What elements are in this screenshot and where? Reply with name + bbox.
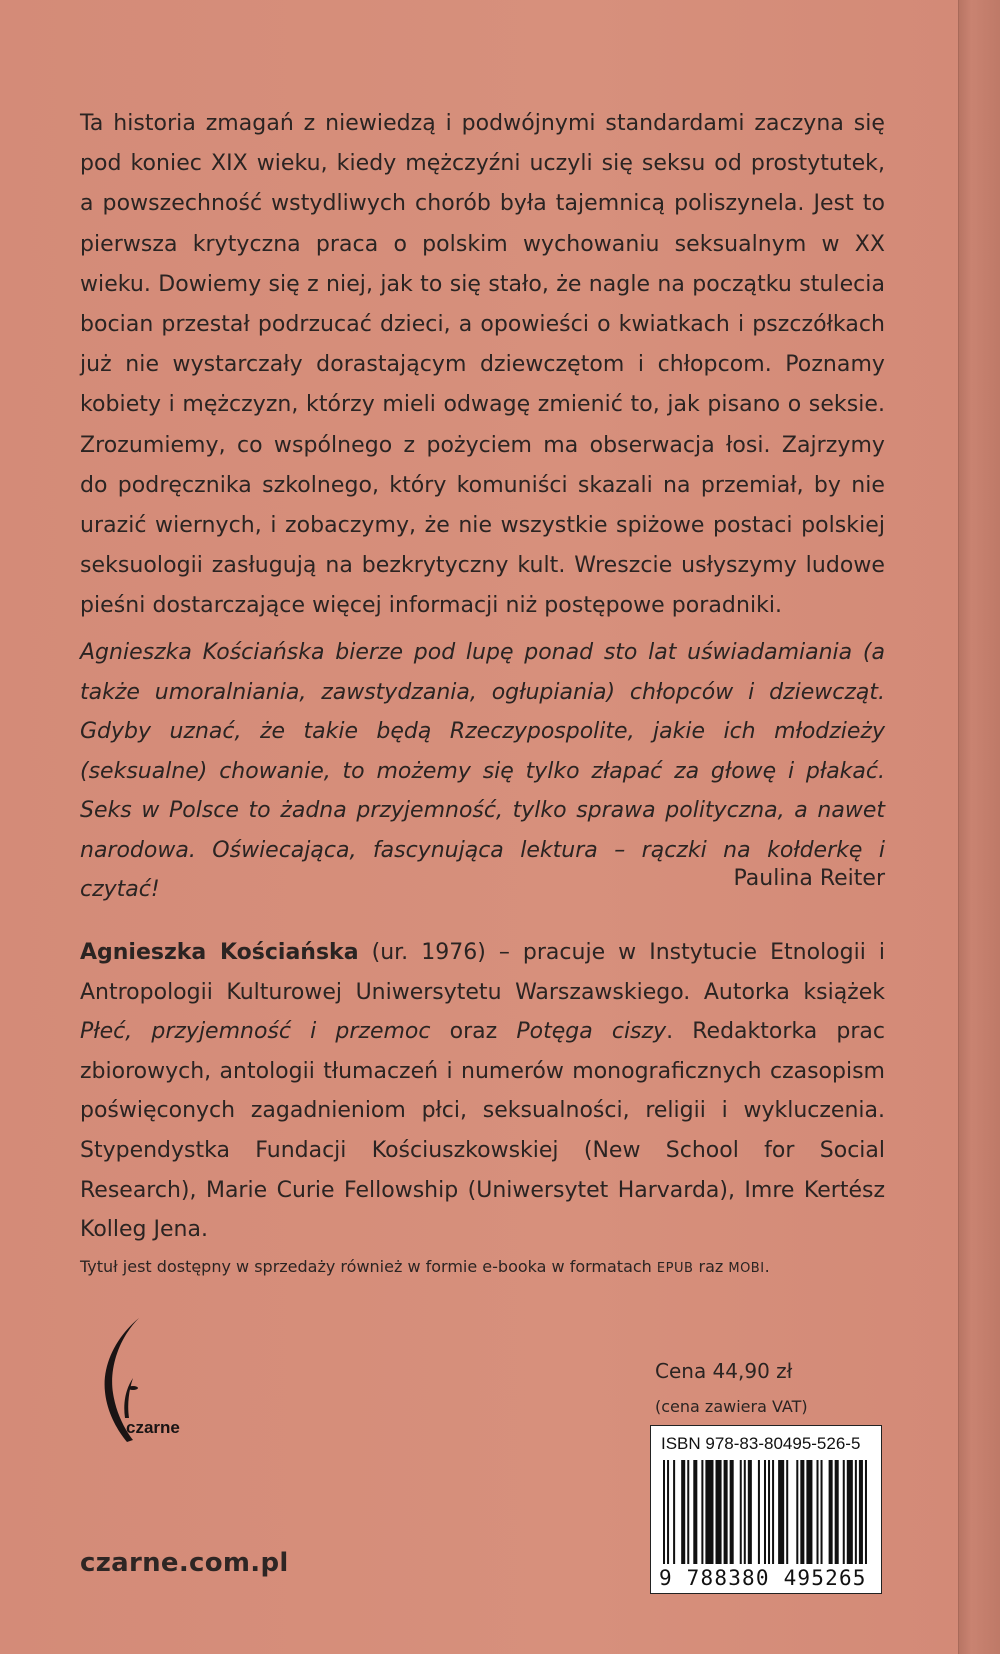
barcode-bar-12 xyxy=(744,1460,746,1564)
ebook-middle: raz xyxy=(693,1257,729,1276)
barcode-bar-11 xyxy=(740,1460,742,1564)
barcode-bar-4 xyxy=(687,1460,689,1564)
price-vat-note: (cena zawiera VAT) xyxy=(655,1397,808,1416)
barcode-bar-29 xyxy=(855,1460,857,1564)
bio-text-1: (ur. 1976) – pracuje w Instytucie Etnologii i Antropologii Kulturowej Uniwersytetu Warszawskiego. Autorka książek xyxy=(80,940,886,1005)
barcode-bar-2 xyxy=(673,1460,675,1564)
bio-text-3: . Redaktorka prac zbiorowych, antologii tłumaczeń i numerów monograficznych czasopism poświęconych zagadnieniom płci, seksualności, religii i wykluczenia. Stypendystka Fundacji Kościuszkowskiej (New School for Social Research), Marie Curie Fellowship (Uniwersytet Harvarda), Imre Kertész Kolleg Jena. xyxy=(80,1019,885,1243)
review-quote: Agnieszka Kościańska bierze pod lupę ponad sto lat uświadamiania (a także umoralniania, zawstydzania, ogłupiania) chłopców i dziewcząt. Gdyby uznać, że takie będą Rzeczypospolite, jakie ich młodzieży (seksualne) chowanie, to możemy się tylko złapać za głowę i płakać. Seks w Polsce to żadna przyjemność, tylko sprawa polityczna, a nawet narodowa. Oświecająca, fascynująca lektura – rączki na kołderkę i czytać! xyxy=(80,640,885,902)
barcode-bar-31 xyxy=(865,1460,867,1564)
barcode-bar-28 xyxy=(847,1460,853,1564)
barcode-bar-15 xyxy=(764,1460,766,1564)
barcode-bar-20 xyxy=(796,1460,798,1564)
barcode-bar-7 xyxy=(705,1460,713,1564)
barcode-bar-26 xyxy=(835,1460,839,1564)
isbn-label: ISBN 978-83-80495-526-5 xyxy=(661,1434,861,1453)
price-label: Cena 44,90 zł xyxy=(655,1359,793,1383)
barcode-bar-9 xyxy=(724,1460,728,1564)
barcode-bar-13 xyxy=(748,1460,752,1564)
barcode-bar-3 xyxy=(681,1460,685,1564)
barcode xyxy=(650,1425,882,1594)
barcode-bar-10 xyxy=(730,1460,734,1564)
barcode-bar-22 xyxy=(806,1460,812,1564)
author-bio xyxy=(80,933,885,1250)
ebook-format-mobi: MOBI xyxy=(728,1261,765,1276)
barcode-bar-16 xyxy=(768,1460,770,1564)
barcode-bar-21 xyxy=(800,1460,804,1564)
barcode-bar-14 xyxy=(758,1460,760,1564)
barcode-bar-6 xyxy=(701,1460,703,1564)
barcode-bar-19 xyxy=(786,1460,788,1564)
author-name: Agnieszka Kościańska xyxy=(80,940,359,965)
barcode-bar-5 xyxy=(693,1460,697,1564)
barcode-bars xyxy=(663,1460,869,1564)
ebook-format-epub: EPUB xyxy=(656,1261,694,1276)
ebook-end: . xyxy=(764,1257,770,1276)
publisher-website[interactable]: czarne.com.pl xyxy=(80,1548,289,1578)
barcode-digits: 9 788380 495265 xyxy=(659,1566,867,1590)
barcode-bar-25 xyxy=(829,1460,833,1564)
publisher-logo-text: czarne xyxy=(126,1418,180,1437)
barcode-bar-23 xyxy=(816,1460,818,1564)
barcode-bar-18 xyxy=(778,1460,784,1564)
spine-edge xyxy=(958,0,1000,1654)
book-title-2: Potęga ciszy xyxy=(516,1019,667,1045)
ebook-note xyxy=(80,1257,770,1276)
barcode-bar-1 xyxy=(667,1460,669,1564)
barcode-bar-0 xyxy=(663,1460,665,1564)
quote-author: Paulina Reiter xyxy=(733,866,885,891)
barcode-bar-30 xyxy=(859,1460,863,1564)
barcode-bar-8 xyxy=(716,1460,722,1564)
ebook-text: Tytuł jest dostępny w sprzedaży również w formie e-booka w formatach xyxy=(80,1257,657,1276)
barcode-bar-17 xyxy=(772,1460,774,1564)
bio-text-2: oraz xyxy=(430,1019,517,1045)
barcode-bar-27 xyxy=(843,1460,845,1564)
blurb-paragraph: Ta historia zmagań z niewiedzą i podwójnymi standardami zaczyna się pod koniec XIX wieku, kiedy mężczyźni uczyli się seksu od prostytutek, a powszechność wstydliwych chorób była tajemnicą poliszynela. Jest to pierwsza krytyczna praca o polskim wychowaniu seksualnym w XX wieku. Dowiemy się z niej, jak to się stało, że nagle na początku stulecia bocian przestał podrzucać dzieci, a opowieści o kwiatkach i pszczółkach już nie wystarczały dorastającym dziewczętom i chłopcom. Poznamy kobiety i mężczyzn, którzy mieli odwagę zmienić to, jak pisano o seksie. Zrozumiemy, co wspólnego z pożyciem ma obserwacja łosi. Zajrzymy do podręcznika szkolnego, który komuniści skazali na przemiał, by nie urazić wiernych, i zobaczymy, że nie wszystkie spiżowe postaci polskiej seksuologii zasługują na bezkrytyczny kult. Wreszcie usłyszymy ludowe pieśni dostarczające więcej informacji niż postępowe poradniki. xyxy=(80,111,885,619)
barcode-bar-24 xyxy=(821,1460,823,1564)
book-title-1: Płeć, przyjemność i przemoc xyxy=(80,1019,431,1045)
